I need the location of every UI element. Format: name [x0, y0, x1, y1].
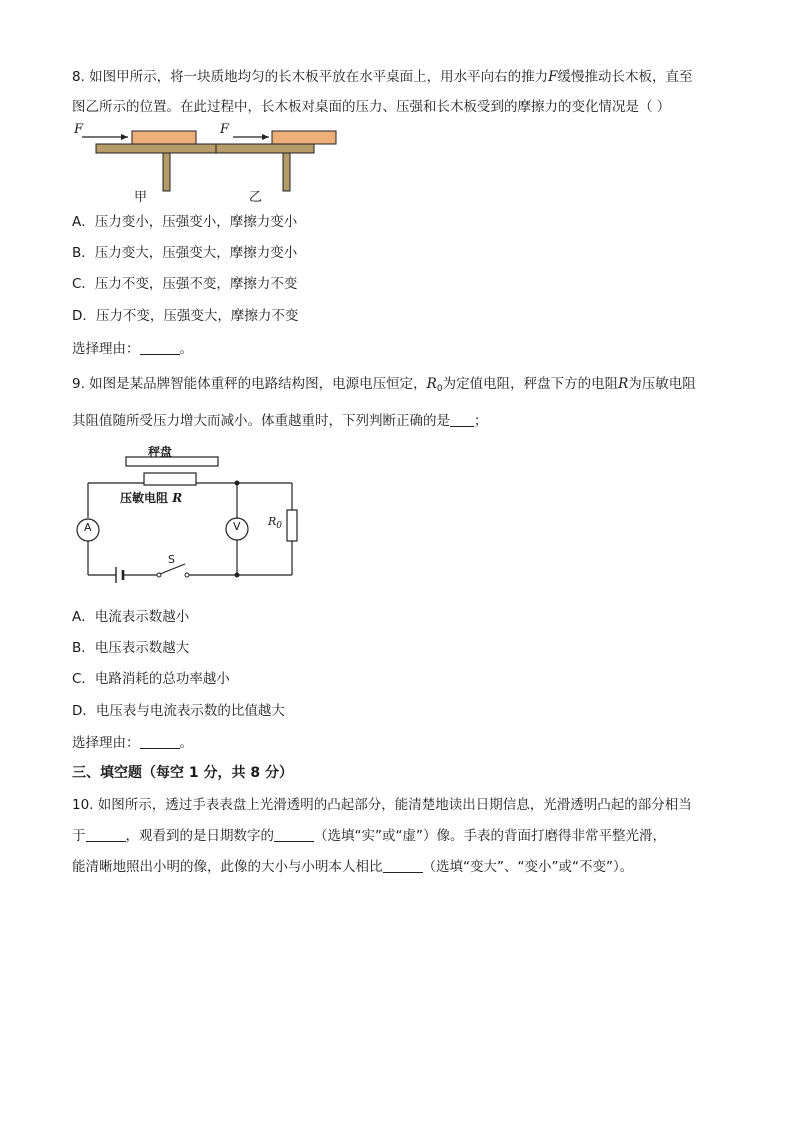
fig-b-force-label: F — [220, 122, 230, 137]
q8-option-d: D．压力不变，压强变大，摩擦力不变 — [72, 308, 299, 324]
q10-text-c: （选填“实”或“虚”）像。手表的背面打磨得非常平整光滑， — [314, 828, 666, 844]
q9-option-d: D．电压表与电流表示数的比值越大 — [72, 703, 285, 719]
q10-blank-3[interactable] — [383, 858, 423, 873]
q9-option-c: C．电路消耗的总功率越小 — [72, 671, 230, 687]
q8-force-var: F — [548, 69, 558, 85]
q9-text-c: 为压敏电阻 — [628, 376, 696, 392]
q9-reason-end: 。 — [179, 735, 193, 751]
voltmeter-label: V — [233, 520, 241, 533]
r0-label-sub: 0 — [276, 521, 283, 531]
q9-line2 — [72, 411, 488, 431]
q9-reason — [72, 733, 193, 753]
q9-text-a: 9. 如图是某品牌智能体重秤的电路结构图，电源电压恒定， — [72, 376, 427, 392]
q10-text-d: 能清晰地照出小明的像，此像的大小与小明本人相比 — [72, 859, 383, 875]
sensor-label — [120, 489, 182, 506]
sensor-label-text: 压敏电阻 — [120, 491, 169, 505]
q9-line1 — [72, 374, 696, 399]
q8-option-a: A．压力变小，压强变小，摩擦力变小 — [72, 214, 298, 230]
q9-option-a: A．电流表示数越小 — [72, 609, 190, 625]
q10-text-a: 于 — [72, 828, 86, 844]
q9-text-d: 其阻值随所受压力增大而减小。体重越重时，下列判断正确的是 — [72, 413, 450, 429]
fig-b-caption: 乙 — [249, 190, 263, 205]
q8-line2: 图乙所示的位置。在此过程中，长木板对桌面的压力、压强和长木板受到的摩擦力的变化情况是（ ） — [72, 99, 671, 115]
q10-line2 — [72, 826, 666, 846]
q9-r0-sub: 0 — [436, 384, 443, 394]
q10-line3 — [72, 857, 633, 877]
q9-text-e: ； — [474, 413, 488, 429]
q9-option-b: B．电压表示数越大 — [72, 640, 190, 656]
q9-answer-blank[interactable] — [450, 412, 474, 427]
q9-r0-var: R — [426, 376, 437, 392]
sensor-label-var: R — [172, 491, 183, 505]
pressure-resistor — [144, 473, 196, 485]
fig-b — [216, 131, 336, 191]
q10-text-e: （选填“变大”、“变小”或“不变”）。 — [422, 859, 634, 875]
q8-text-b: 缓慢推动长木板，直至 — [557, 69, 693, 85]
q10-blank-1[interactable] — [86, 827, 126, 842]
q10-line1: 10. 如图所示，透过手表表盘上光滑透明的凸起部分，能清楚地读出日期信息，光滑透明凸起的部分相当 — [72, 797, 692, 813]
q10-blank-2[interactable] — [274, 827, 314, 842]
r0-resistor — [287, 510, 297, 541]
r0-label-var: R — [268, 515, 277, 528]
q8-text-a: 8. 如图甲所示，将一块质地均匀的长木板平放在水平桌面上，用水平向右的推力 — [72, 69, 549, 85]
q8-reason-label: 选择理由： — [72, 341, 140, 357]
q8-option-b: B．压力变大，压强变大，摩擦力变小 — [72, 245, 298, 261]
ammeter-label: A — [84, 521, 92, 534]
q8-option-c: C．压力不变，压强不变，摩擦力不变 — [72, 276, 298, 292]
fig-a-caption: 甲 — [134, 190, 148, 205]
fig-a — [82, 131, 220, 191]
q8-reason — [72, 339, 193, 359]
pan-label: 秤盘 — [148, 445, 173, 459]
q9-reason-blank[interactable] — [140, 734, 180, 749]
fig-a-force-label: F — [74, 122, 84, 137]
switch-label: S — [168, 553, 175, 566]
q9-r-var: R — [618, 376, 629, 392]
q8-reason-end: 。 — [179, 341, 193, 357]
q8-line1 — [72, 67, 693, 87]
section3-title: 三、填空题（每空 1 分，共 8 分） — [72, 765, 293, 781]
q9-reason-label: 选择理由： — [72, 735, 140, 751]
q9-text-b: 为定值电阻，秤盘下方的电阻 — [442, 376, 619, 392]
r0-label — [268, 515, 282, 531]
q8-figure — [68, 122, 358, 208]
q10-text-b: ，观看到的是日期数字的 — [125, 828, 274, 844]
q8-reason-blank[interactable] — [140, 340, 180, 355]
